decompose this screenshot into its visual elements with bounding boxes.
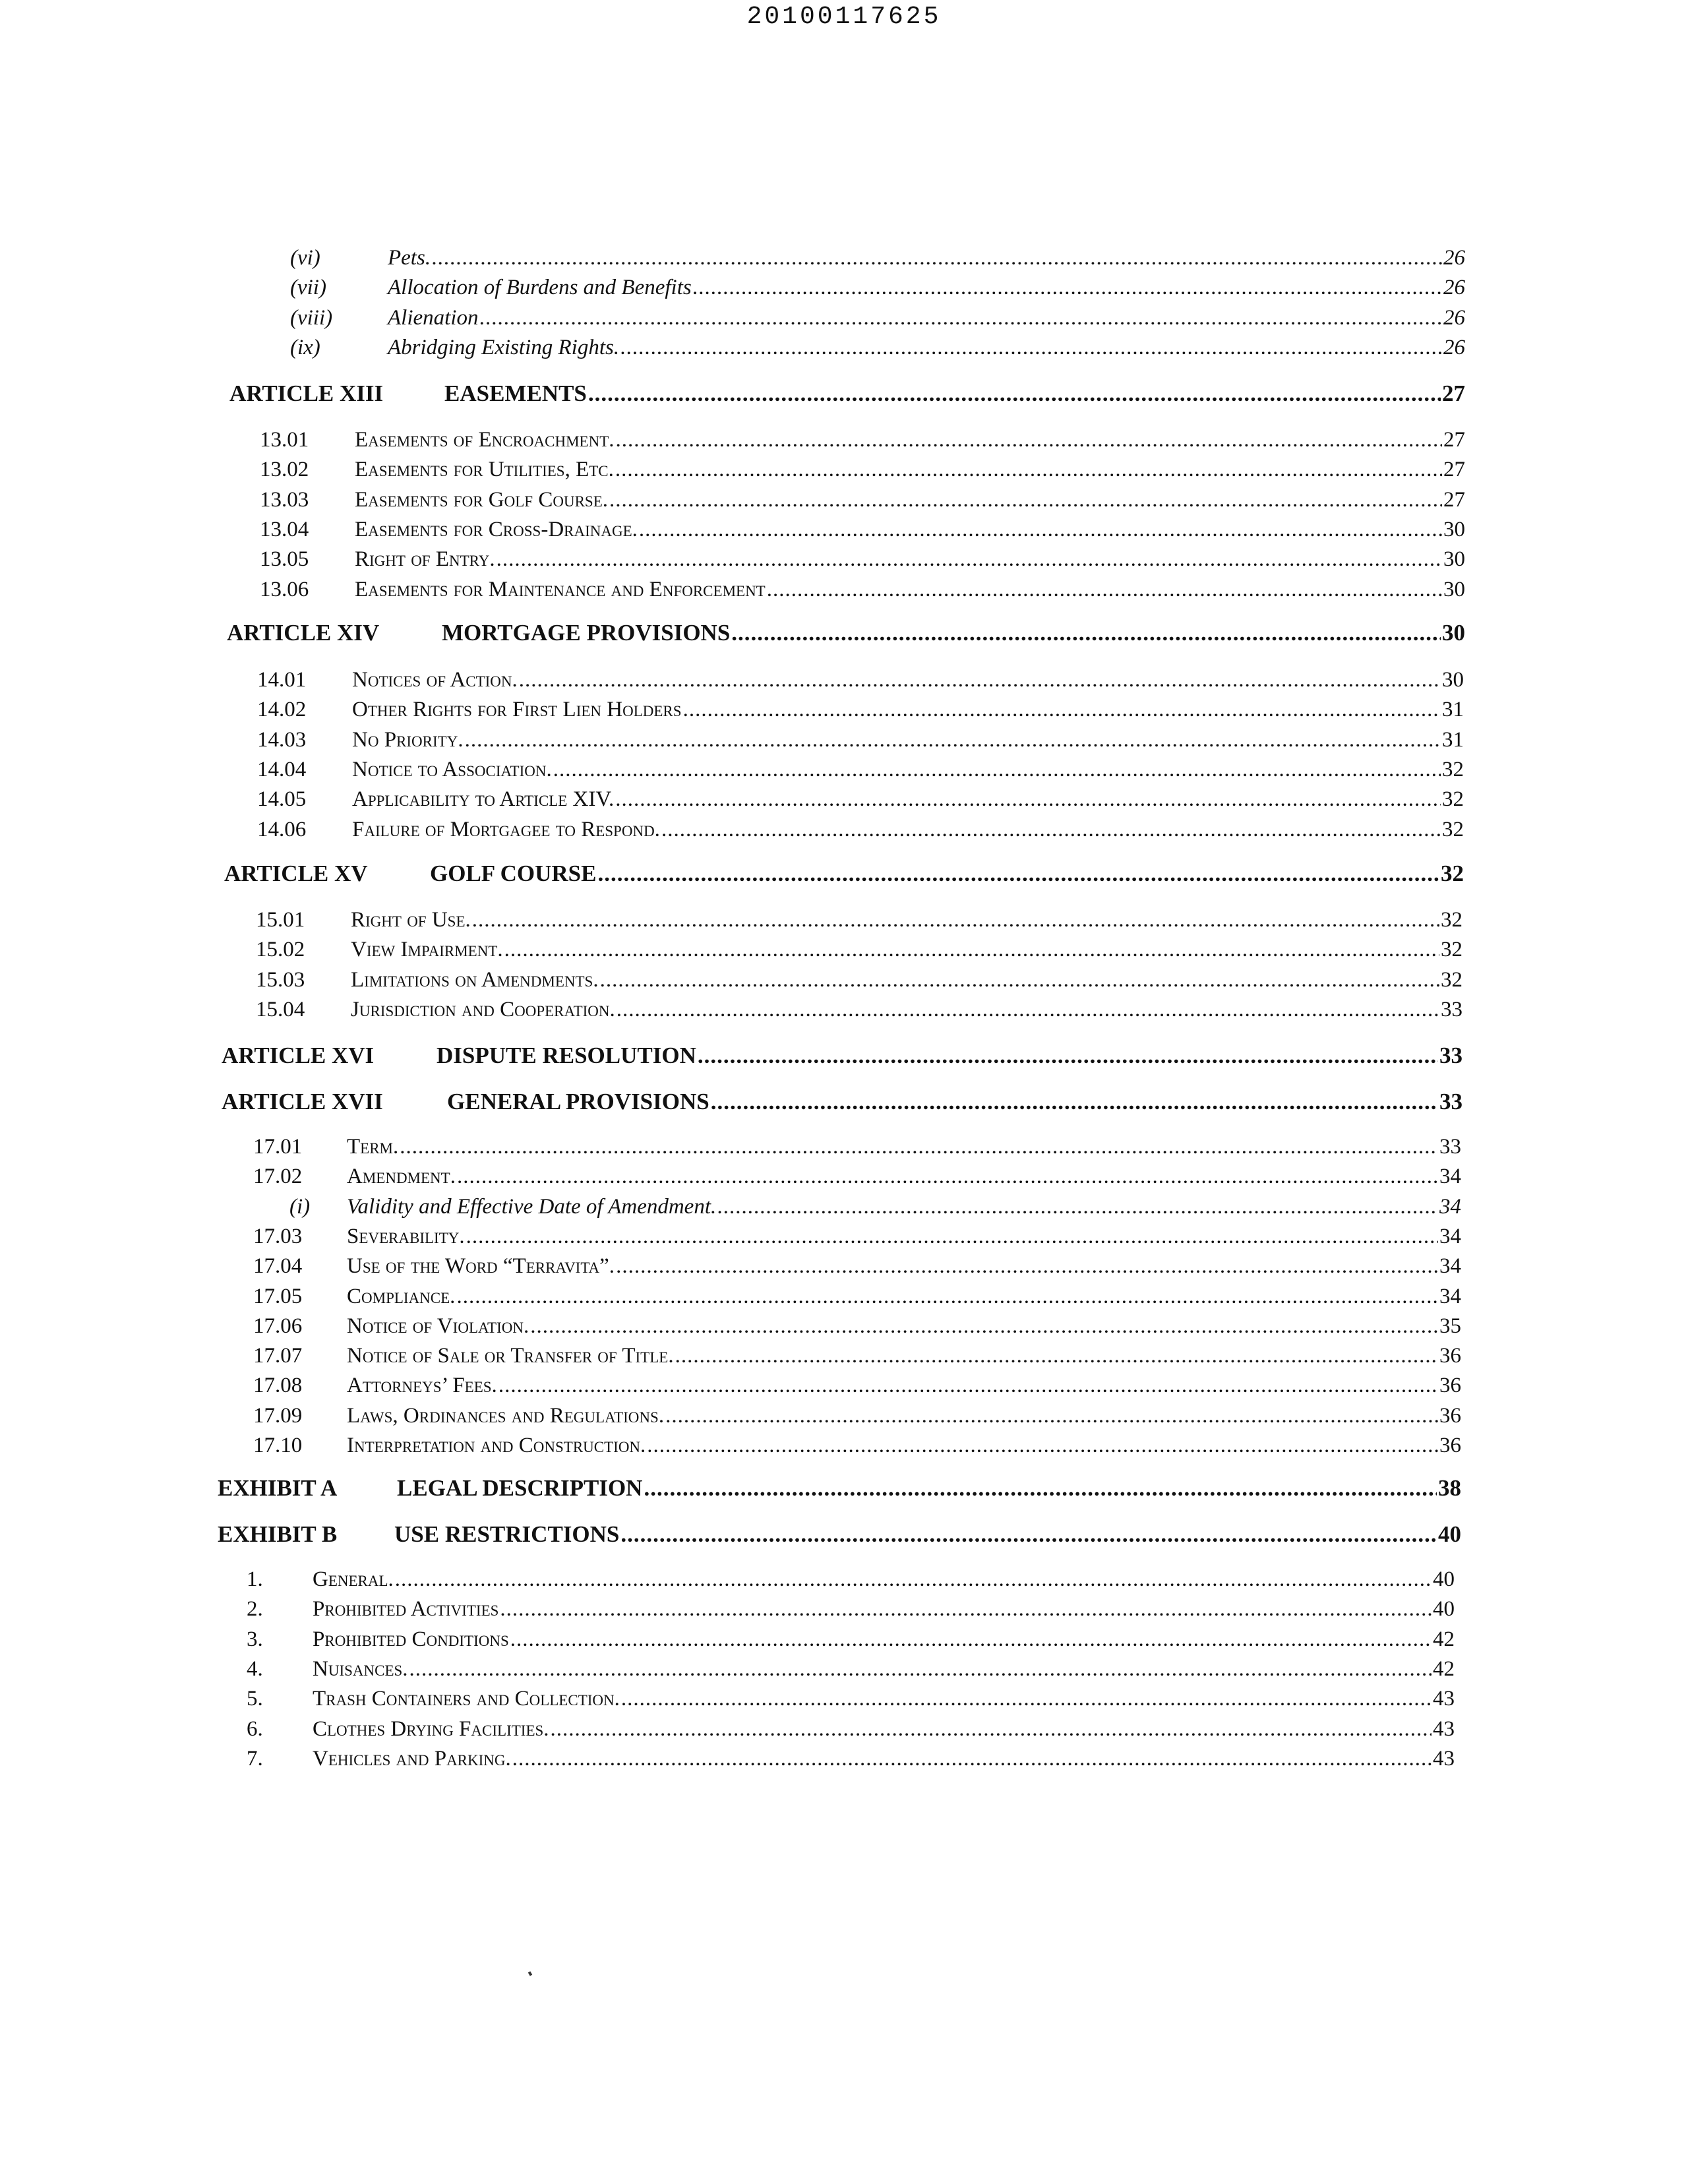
entry-number: 15.01 [256, 908, 305, 932]
entry-title: Right of Entry. [355, 547, 495, 572]
entry-title: Prohibited Activities [313, 1597, 499, 1622]
entry-title: Abridging Existing Rights. [388, 335, 620, 359]
page-number: 34 [1439, 1165, 1461, 1189]
entry-title: Notices of Action. [352, 668, 518, 692]
toc-section[interactable] [253, 1163, 1461, 1192]
page-number: 38 [1438, 1475, 1461, 1501]
dot-leader [665, 1402, 1438, 1430]
toc-section[interactable] [256, 996, 1462, 1025]
entry-title: Alienation [388, 305, 479, 330]
page-number: 32 [1442, 787, 1464, 812]
entry-number: 13.04 [260, 517, 309, 541]
page-number: 30 [1442, 620, 1465, 646]
entry-title: Validity and Effective Date of Amendment. [347, 1194, 717, 1219]
dot-leader [530, 1312, 1438, 1340]
page-number: 30 [1443, 577, 1465, 601]
dot-leader [698, 1042, 1438, 1070]
page-number: 26 [1443, 276, 1465, 300]
entry-title: Easements for Golf Course. [355, 487, 608, 512]
entry-title: GOLF COURSE [430, 861, 597, 886]
toc-section[interactable] [257, 785, 1464, 814]
dot-leader [644, 1474, 1437, 1502]
page-number: 33 [1439, 1089, 1462, 1114]
page-number: 32 [1441, 967, 1462, 992]
entry-title: Easements for Maintenance and Enforcement [355, 577, 766, 601]
entry-number: ARTICLE XIV [227, 620, 380, 646]
entry-number: 3. [247, 1627, 263, 1651]
dot-leader [598, 860, 1440, 888]
entry-title: No Priority. [352, 727, 464, 752]
entry-title: Interpretation and Construction. [347, 1434, 646, 1457]
entry-number: 14.06 [257, 817, 307, 841]
dot-leader [683, 696, 1441, 723]
page-number: 32 [1442, 757, 1464, 781]
entry-title: GENERAL PROVISIONS [447, 1089, 709, 1114]
entry-title: Amendment. [347, 1165, 456, 1189]
page-number: 26 [1443, 335, 1465, 359]
page-number: 33 [1439, 1135, 1461, 1159]
dot-leader [466, 1223, 1438, 1250]
dot-leader [456, 1283, 1438, 1310]
entry-number: (ix) [290, 335, 320, 359]
page-number: 42 [1433, 1656, 1455, 1681]
entry-title: Clothes Drying Facilities. [313, 1716, 549, 1741]
dot-leader [767, 576, 1442, 603]
entry-title: Other Rights for First Lien Holders [352, 698, 682, 722]
entry-number: 13.05 [260, 547, 309, 572]
page-number: 33 [1441, 997, 1462, 1021]
toc-article[interactable] [224, 860, 1464, 889]
entry-number: 14.05 [257, 787, 307, 812]
entry-title: Limitations on Amendments. [351, 967, 599, 992]
dot-leader [497, 545, 1442, 573]
toc-section[interactable] [253, 1283, 1461, 1312]
page-number: 27 [1442, 380, 1465, 406]
toc-article[interactable] [218, 1474, 1461, 1503]
entry-number: 17.10 [253, 1434, 303, 1457]
dot-leader [409, 1655, 1432, 1683]
toc-subitem[interactable] [290, 334, 1465, 363]
entry-number: ARTICLE XIII [229, 380, 384, 406]
dot-leader [512, 1745, 1432, 1773]
toc-section[interactable] [257, 726, 1464, 755]
dot-leader [519, 666, 1441, 694]
toc-section[interactable] [257, 696, 1464, 725]
toc-subitem[interactable] [290, 244, 1465, 273]
entry-number: 5. [247, 1687, 263, 1711]
dot-leader [620, 334, 1442, 361]
entry-number: 14.03 [257, 727, 307, 752]
entry-number: 14.04 [257, 757, 307, 781]
page-number: 43 [1433, 1687, 1455, 1711]
toc-section[interactable] [247, 1745, 1455, 1774]
page-number: 34 [1439, 1194, 1461, 1219]
entry-title: Use of the Word “Terravita”. [347, 1254, 615, 1279]
page-number: 36 [1439, 1374, 1461, 1398]
entry-number: 1. [247, 1567, 263, 1591]
page-number: 33 [1439, 1043, 1462, 1068]
entry-number: 15.02 [256, 938, 305, 962]
entry-number: EXHIBIT B [218, 1521, 338, 1547]
dot-leader [432, 244, 1442, 272]
entry-number: 17.05 [253, 1284, 303, 1308]
entry-number: (vii) [290, 276, 326, 300]
dot-leader [600, 966, 1439, 994]
entry-number: 13.03 [260, 487, 309, 512]
entry-number: 13.02 [260, 458, 309, 482]
dot-leader [500, 1595, 1432, 1623]
dot-leader [498, 1372, 1438, 1399]
entry-number: 17.03 [253, 1224, 303, 1248]
entry-title: Prohibited Conditions [313, 1627, 509, 1651]
dot-leader [675, 1342, 1438, 1370]
entry-title: USE RESTRICTIONS [394, 1521, 620, 1547]
page-number: 32 [1441, 861, 1464, 886]
entry-number: 13.06 [260, 577, 309, 601]
dot-leader [717, 1193, 1438, 1221]
page-number: 30 [1443, 547, 1465, 572]
entry-title: Attorneys’ Fees. [347, 1374, 497, 1398]
toc-section[interactable] [247, 1595, 1455, 1624]
dot-leader [615, 456, 1442, 483]
entry-number: ARTICLE XVI [222, 1043, 375, 1068]
dot-leader [620, 1521, 1437, 1548]
toc-section[interactable] [257, 666, 1464, 695]
dot-leader [465, 726, 1441, 754]
entry-number: 2. [247, 1597, 263, 1622]
entry-number: 13.01 [260, 428, 309, 452]
page-number: 40 [1438, 1521, 1461, 1547]
toc-article[interactable] [229, 380, 1465, 409]
toc-section[interactable] [253, 1223, 1461, 1252]
toc-section[interactable] [253, 1342, 1461, 1371]
entry-title: Easements for Cross-Drainage. [355, 517, 638, 541]
page-number: 34 [1439, 1254, 1461, 1279]
page-number: 36 [1439, 1344, 1461, 1368]
dot-leader [472, 906, 1439, 934]
toc-article[interactable] [227, 619, 1465, 648]
page-number: 31 [1442, 727, 1464, 752]
page-number: 40 [1433, 1597, 1455, 1622]
page-number: 35 [1439, 1314, 1461, 1338]
toc-section[interactable] [253, 1133, 1461, 1162]
page-number: 34 [1439, 1284, 1461, 1308]
toc-section[interactable] [260, 486, 1465, 515]
dot-leader [479, 304, 1442, 332]
toc-section[interactable] [257, 816, 1464, 845]
entry-title: Jurisdiction and Cooperation. [351, 997, 615, 1021]
entry-number: EXHIBIT A [218, 1475, 338, 1501]
entry-number: 17.01 [253, 1135, 303, 1159]
page-number: 32 [1441, 908, 1462, 932]
toc-section[interactable] [256, 906, 1462, 935]
dot-leader [510, 1625, 1432, 1653]
toc-section[interactable] [247, 1625, 1455, 1654]
entry-title: General. [313, 1567, 394, 1591]
dot-leader [504, 936, 1439, 963]
page-number: 32 [1442, 817, 1464, 841]
dot-leader [621, 1685, 1432, 1713]
dot-leader [395, 1565, 1432, 1593]
dot-leader [400, 1133, 1438, 1161]
entry-title: Easements of Encroachment. [355, 428, 615, 452]
toc-section[interactable] [253, 1252, 1461, 1281]
dot-leader [661, 816, 1441, 843]
toc-section[interactable] [260, 456, 1465, 485]
toc-article[interactable] [222, 1042, 1462, 1071]
toc-section[interactable] [253, 1402, 1461, 1431]
entry-number: 17.06 [253, 1314, 303, 1338]
entry-number: 15.03 [256, 967, 305, 992]
entry-title: Severability. [347, 1224, 465, 1248]
toc-section[interactable] [247, 1655, 1455, 1684]
entry-title: View Impairment. [351, 938, 503, 962]
entry-title: Allocation of Burdens and Benefits [388, 276, 692, 300]
entry-number: 17.09 [253, 1403, 303, 1428]
entry-title: Applicability to Article XIV. [352, 787, 615, 812]
dot-leader [615, 785, 1441, 813]
entry-title: Easements for Utilities, Etc. [355, 458, 614, 482]
entry-number: (viii) [290, 305, 333, 330]
page-number: 26 [1443, 305, 1465, 330]
toc-section[interactable] [256, 966, 1462, 995]
entry-title: Term. [347, 1135, 399, 1159]
toc-subitem[interactable] [290, 304, 1465, 333]
toc-section[interactable] [260, 576, 1465, 605]
page-number: 30 [1442, 668, 1464, 692]
dot-leader [616, 1252, 1438, 1280]
entry-number: 17.04 [253, 1254, 303, 1279]
entry-number: 4. [247, 1656, 263, 1681]
entry-title: Notice to Association. [352, 757, 552, 781]
entry-title: EASEMENTS [444, 380, 587, 406]
entry-title: Notice of Violation. [347, 1314, 529, 1338]
page-number: 32 [1441, 938, 1462, 962]
dot-leader [647, 1432, 1438, 1459]
dot-leader [553, 756, 1441, 783]
toc-section[interactable] [257, 756, 1464, 785]
entry-title: DISPUTE RESOLUTION [437, 1043, 696, 1068]
page-number: 36 [1439, 1434, 1461, 1457]
document-number: 20100117625 [746, 3, 942, 31]
entry-number: ARTICLE XV [224, 861, 368, 886]
toc-section[interactable] [260, 426, 1465, 455]
toc-section[interactable] [247, 1565, 1455, 1594]
entry-number: (vi) [290, 246, 320, 270]
page-number: 27 [1443, 487, 1465, 512]
dot-leader [617, 996, 1439, 1023]
toc-section[interactable] [247, 1685, 1455, 1714]
toc-section[interactable] [260, 545, 1465, 574]
entry-title: Nuisances. [313, 1656, 408, 1681]
entry-number: 17.02 [253, 1165, 303, 1189]
entry-number: 6. [247, 1716, 263, 1741]
entry-number: 17.08 [253, 1374, 303, 1398]
page-number: 30 [1443, 517, 1465, 541]
page-number: 34 [1439, 1224, 1461, 1248]
entry-title: Compliance. [347, 1284, 456, 1308]
page-number: 43 [1433, 1746, 1455, 1771]
page-number: 27 [1443, 458, 1465, 482]
entry-title: LEGAL DESCRIPTION [397, 1475, 643, 1501]
page-number: 36 [1439, 1403, 1461, 1428]
entry-number: 14.01 [257, 668, 307, 692]
toc-section[interactable] [247, 1715, 1455, 1744]
page-number: 42 [1433, 1627, 1455, 1651]
entry-number: ARTICLE XVII [222, 1089, 383, 1114]
page-number: 26 [1443, 246, 1465, 270]
dot-leader [693, 274, 1442, 301]
toc-article[interactable] [218, 1521, 1461, 1550]
entry-title: MORTGAGE PROVISIONS [442, 620, 731, 646]
dot-leader [616, 426, 1443, 454]
dot-leader [551, 1715, 1432, 1743]
toc-section[interactable] [253, 1432, 1461, 1461]
toc-subitem[interactable] [290, 274, 1465, 303]
page-number: 40 [1433, 1567, 1455, 1591]
entry-number: 14.02 [257, 698, 307, 722]
entry-title: Right of Use. [351, 908, 471, 932]
page-number: 43 [1433, 1716, 1455, 1741]
toc-section[interactable] [253, 1312, 1461, 1341]
entry-title: Trash Containers and Collection. [313, 1687, 620, 1711]
dot-leader [639, 516, 1442, 543]
dot-leader [588, 380, 1441, 408]
entry-number: 7. [247, 1746, 263, 1771]
entry-number: (i) [289, 1194, 311, 1219]
page-number: 31 [1442, 698, 1464, 722]
scan-speck [528, 1971, 532, 1976]
entry-number: 17.07 [253, 1344, 303, 1368]
entry-title: Pets. [388, 246, 431, 270]
entry-title: Vehicles and Parking. [313, 1746, 511, 1771]
toc-section[interactable] [256, 936, 1462, 965]
dot-leader [731, 619, 1441, 647]
toc-section[interactable] [253, 1372, 1461, 1401]
toc-article[interactable] [222, 1088, 1462, 1117]
dot-leader [609, 486, 1442, 514]
entry-title: Failure of Mortgagee to Respond. [352, 817, 660, 841]
toc-section[interactable] [260, 516, 1465, 545]
entry-title: Laws, Ordinances and Regulations. [347, 1403, 665, 1428]
entry-title: Notice of Sale or Transfer of Title. [347, 1344, 674, 1368]
toc-subitem[interactable] [289, 1193, 1461, 1222]
dot-leader [711, 1088, 1438, 1116]
dot-leader [457, 1163, 1438, 1190]
entry-number: 15.04 [256, 997, 305, 1021]
page-number: 27 [1443, 428, 1465, 452]
